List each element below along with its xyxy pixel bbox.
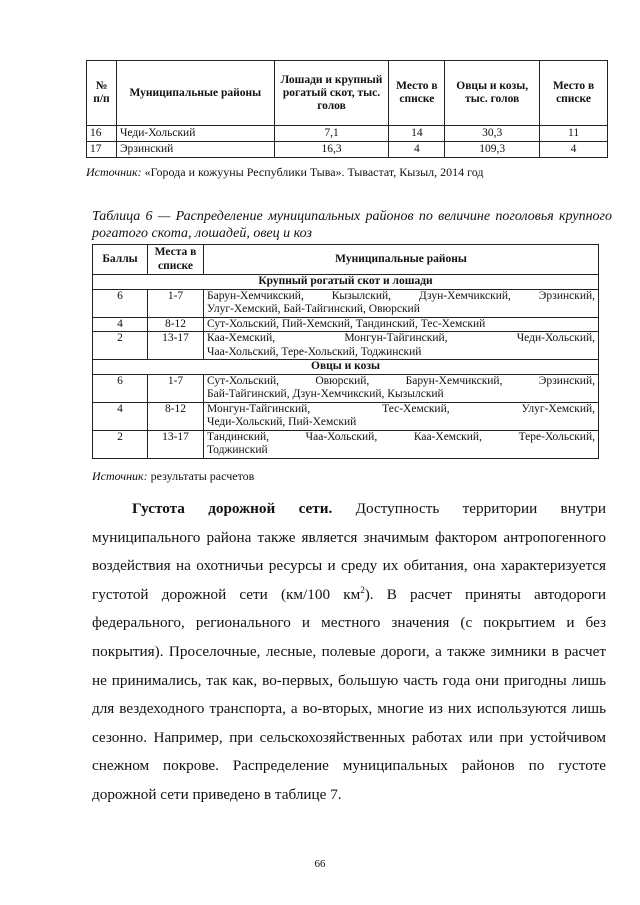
cell-districts (204, 289, 599, 317)
table-row (93, 430, 599, 458)
header-sheep: Овцы и козы, тыс. голов (445, 61, 540, 126)
districts-line-1: Тандинский, Чаа-Хольский, Каа-Хемский, Тере-Хольский, (207, 430, 595, 443)
table-row (87, 126, 608, 142)
source-label: Источник: (92, 469, 148, 483)
districts-line-2: Чеди-Хольский, Пий-Хемский (207, 416, 357, 428)
page-number: 66 (314, 858, 326, 870)
districts-line-2: Бай-Тайгинский, Дзун-Хемчикский, Кызылский (207, 388, 444, 400)
paragraph-text-a: Доступность территории внутри муниципального района также является значимым фактором антропогенного воздействия на охотничьи ресурсы и среду их обитания, она характеризуется густотой дорожной сети (км/100 км (92, 500, 606, 603)
cell-place: 13-17 (148, 332, 204, 360)
cell-district: Чеди-Хольский (116, 126, 274, 142)
cell-districts (204, 430, 599, 458)
header-place: Места в списке (148, 245, 204, 275)
table-row (93, 374, 599, 402)
cell-score: 6 (93, 289, 148, 317)
cell-score: 4 (93, 317, 148, 332)
cell-place: 1-7 (148, 374, 204, 402)
districts-line-1: Каа-Хемский, Монгун-Тайгинский, Чеди-Хольский, (207, 332, 595, 344)
cell-place: 8-12 (148, 317, 204, 332)
table-row (93, 332, 599, 360)
table-row (93, 317, 599, 332)
cell-place-1: 14 (389, 126, 445, 142)
cell-sheep: 30,3 (445, 126, 540, 142)
distribution-table (92, 244, 599, 459)
cell-districts (204, 402, 599, 430)
paragraph (92, 495, 606, 810)
cell-place: 1-7 (148, 289, 204, 317)
header-districts: Муниципальные районы (204, 245, 599, 275)
districts-line-2: Чаа-Хольский, Тере-Хольский, Тоджинский (207, 345, 422, 358)
source-text: «Города и кожууны Республики Тыва». Тывастат, Кызыл, 2014 год (144, 165, 484, 179)
table-row (93, 289, 599, 317)
cell-sheep: 109,3 (445, 142, 540, 158)
header-place-2: Место в списке (540, 61, 608, 126)
districts-line-1: Монгун-Тайгинский, Тес-Хемский, Улуг-Хемский, (207, 402, 595, 415)
cell-place-1: 4 (389, 142, 445, 158)
table-row (87, 142, 608, 158)
section-row (93, 275, 599, 290)
districts-line-2: Тоджинский (207, 444, 268, 456)
section-sheep-title: Овцы и козы (93, 360, 599, 375)
cell-score: 2 (93, 332, 148, 360)
cell-place: 8-12 (148, 402, 204, 430)
table2-source (92, 469, 254, 483)
cell-districts (204, 317, 599, 332)
cell-num: 16 (87, 126, 117, 142)
table2-caption: Таблица 6 — Распределение муниципальных районов по величине поголовья крупного рогатого скота, лошадей, овец и коз (92, 209, 612, 241)
header-cattle: Лошади и крупный рогатый скот, тыс. голов (274, 61, 389, 126)
cell-place-2: 11 (540, 126, 608, 142)
cell-num: 17 (87, 142, 117, 158)
section-row (93, 360, 599, 375)
cell-score: 6 (93, 374, 148, 402)
districts-line-2: Улуг-Хемский, Бай-Тайгинский, Овюрский (207, 303, 420, 315)
section-cattle-title: Крупный рогатый скот и лошади (93, 275, 599, 290)
cell-cattle: 16,3 (274, 142, 389, 158)
districts-line-1: Барун-Хемчикский, Кызылский, Дзун-Хемчикский, Эрзинский, (207, 289, 595, 302)
cell-cattle: 7,1 (274, 126, 389, 142)
cell-score: 2 (93, 430, 148, 458)
districts-line-1: Сут-Хольский, Овюрский, Барун-Хемчикский, Эрзинский, (207, 374, 595, 387)
table-row (93, 402, 599, 430)
districts-line-1: Сут-Хольский, Пий-Хемский, Тандинский, Тес-Хемский (207, 317, 486, 330)
cell-place-2: 4 (540, 142, 608, 158)
cell-districts (204, 374, 599, 402)
cell-place: 13-17 (148, 430, 204, 458)
section-heading: Густота дорожной сети. (132, 500, 333, 517)
header-place-1: Место в списке (389, 61, 445, 126)
header-num: № п/п (87, 61, 117, 126)
cell-district: Эрзинский (116, 142, 274, 158)
table-header-row (87, 61, 608, 126)
cell-score: 4 (93, 402, 148, 430)
header-district: Муниципальные районы (116, 61, 274, 126)
table1-source (86, 165, 484, 179)
source-label: Источник: (86, 165, 142, 179)
source-text: результаты расчетов (150, 469, 255, 483)
table-header-row (93, 245, 599, 275)
cell-districts (204, 332, 599, 360)
header-score: Баллы (93, 245, 148, 275)
superscript: 2 (360, 584, 365, 595)
body-text (92, 495, 606, 810)
paragraph-text-b: ). В расчет приняты автодороги федерального, регионального и местного значения (с покрытием и без покрытия). Проселочные, лесные, полевые дороги, а также зимники в расчет не принимались, так как, во-первых, большую часть года они пригодны лишь для вездеходного транспорта, а во-вторых, многие из них используются лишь сезонно. Например, при сельскохозяйственных работах или при устойчивом снежном покрове. Распределение муниципальных районов по густоте дорожной сети приведено в таблице 7. (92, 585, 606, 803)
herd-table (86, 60, 608, 158)
